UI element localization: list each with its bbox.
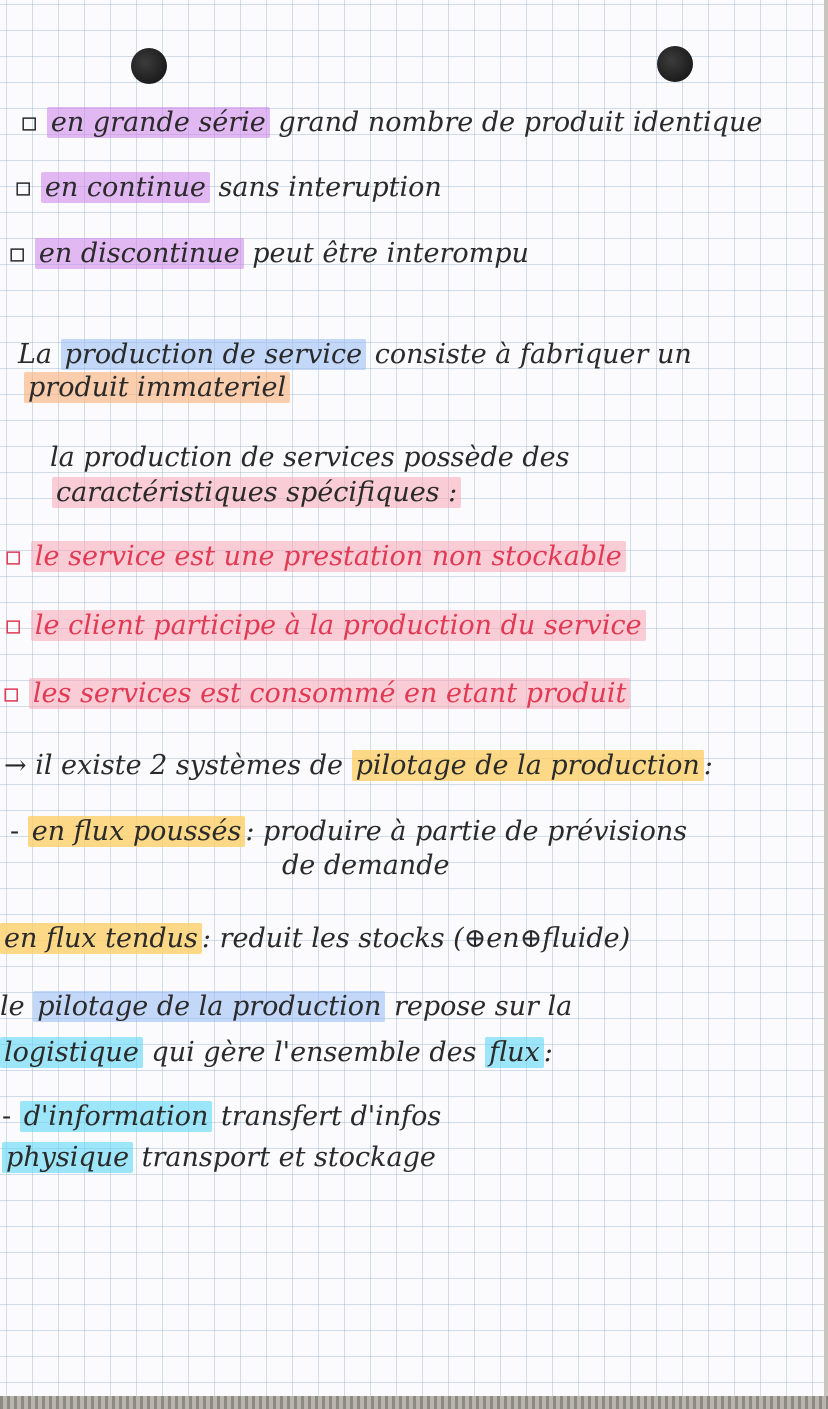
paper-stack-edge xyxy=(824,0,828,1396)
bullet: ▫ xyxy=(2,678,21,709)
body-text: la production de services possède des xyxy=(50,442,570,473)
highlight-term: en flux tendus xyxy=(0,923,202,954)
definition-text: : reduit les stocks (⊕en⊕fluide) xyxy=(201,923,631,954)
line-production-service xyxy=(18,338,692,372)
line-pilotage-logistique xyxy=(0,990,572,1024)
highlight-term: physique xyxy=(2,1142,133,1173)
definition-text: sans interuption xyxy=(218,172,442,203)
highlight-term: le client participe à la production du service xyxy=(31,610,646,641)
binder-hole-right xyxy=(657,46,693,82)
highlight-term: caractéristiques spécifiques : xyxy=(52,477,461,508)
paper-stack-bottom xyxy=(0,1396,828,1409)
highlight-term: en grande série xyxy=(47,107,270,138)
line-information xyxy=(2,1100,441,1134)
bullet: ▫ xyxy=(14,172,33,203)
text-prefix: → il existe 2 systèmes de xyxy=(4,750,344,781)
line-caracteristiques-intro xyxy=(50,441,569,475)
binder-hole-left xyxy=(131,48,167,84)
highlight-term: d'information xyxy=(20,1101,213,1132)
bullet: ▫ xyxy=(20,107,39,138)
line-physique xyxy=(2,1141,436,1175)
text-suffix: : xyxy=(703,750,713,781)
line-continue xyxy=(14,171,442,205)
highlight-term: le service est une prestation non stockable xyxy=(31,541,626,572)
definition-text: peut être interompu xyxy=(252,238,529,269)
text-prefix: le xyxy=(0,991,25,1022)
highlight-term: en discontinue xyxy=(35,238,244,269)
highlight-term: pilotage de la production xyxy=(33,991,385,1022)
bullet: ▫ xyxy=(8,238,27,269)
line-non-stockable xyxy=(4,540,626,574)
bullet: - xyxy=(2,1101,12,1132)
highlight-term: les services est consommé en etant produit xyxy=(29,678,630,709)
line-flux-tendus xyxy=(0,922,630,956)
line-de-demande xyxy=(282,849,449,883)
bullet: ▫ xyxy=(4,541,23,572)
definition-text: consiste à fabriquer un xyxy=(374,339,692,370)
highlight-term: produit immateriel xyxy=(24,372,290,403)
bullet: ▫ xyxy=(4,610,23,641)
line-produit-immateriel xyxy=(24,371,290,405)
highlight-term: en flux poussés xyxy=(28,816,246,847)
definition-text: : produire à partie de prévisions xyxy=(245,816,688,847)
line-consomme xyxy=(2,677,630,711)
definition-text: transport et stockage xyxy=(141,1142,436,1173)
definition-text: transfert d'infos xyxy=(221,1101,442,1132)
line-client-participe xyxy=(4,609,646,643)
line-flux-pousses xyxy=(10,815,687,849)
highlight-term: production de service xyxy=(61,339,367,370)
bullet: - xyxy=(10,816,20,847)
text-prefix: La xyxy=(18,339,53,370)
highlight-term: en continue xyxy=(41,172,210,203)
highlight-term: pilotage de la production xyxy=(352,750,704,781)
body-text: de demande xyxy=(282,850,450,881)
definition-text: repose sur la xyxy=(393,991,573,1022)
line-grande-serie xyxy=(20,106,762,140)
line-logistique-flux xyxy=(0,1036,553,1070)
text-suffix: : xyxy=(543,1037,553,1068)
definition-text: grand nombre de produit identique xyxy=(278,107,763,138)
line-systemes-pilotage xyxy=(4,749,713,783)
highlight-term: logistique xyxy=(0,1037,143,1068)
definition-text: qui gère l'ensemble des xyxy=(151,1037,477,1068)
line-caracteristiques xyxy=(52,476,461,510)
highlight-term-flux: flux xyxy=(485,1037,544,1068)
line-discontinue xyxy=(8,237,529,271)
